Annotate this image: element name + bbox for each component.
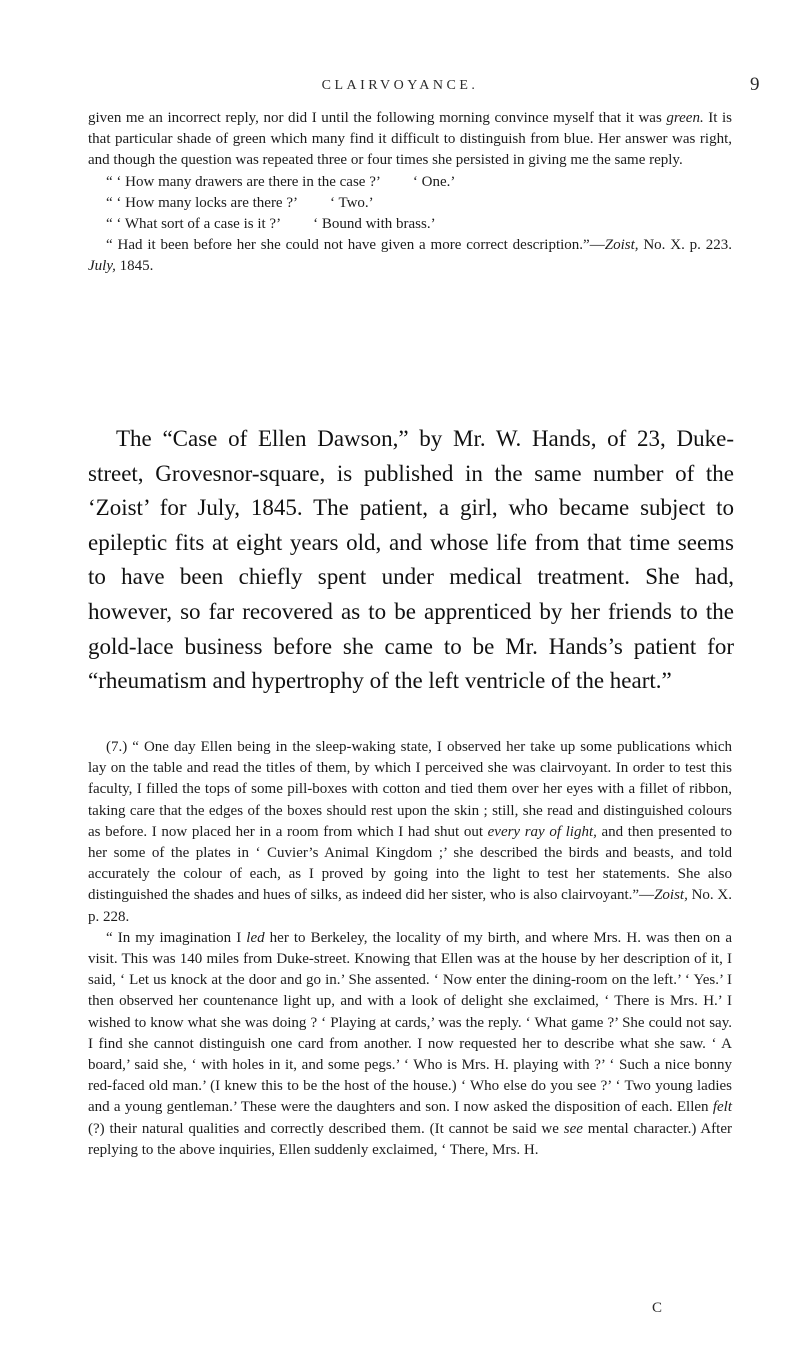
answer: ‘ Two.’ — [330, 194, 374, 211]
text-run: No. X. p. 223. — [638, 237, 732, 254]
text-run: (7.) “ One day Ellen being in the sleep-waking state, I observed her take up some publications which lay on the table and read the titles of them, by which I perceived she was clairvoyant. In order to test this faculty, I filled the tops of some pill-boxes with cotton and tied them over her eyes with a fillet of ribbon, taking care that the edges of the boxes should rest upon the skin ; still, she read and distinguished colours as before. I now placed her in a room from which I had shut out — [88, 739, 732, 840]
text-run: mental character.) After replying to the above inquiries, Ellen suddenly exclaimed, ‘ There, Mrs. H. — [88, 1120, 732, 1158]
case-paragraph: The “Case of Ellen Dawson,” by Mr. W. Hands, of 23, Duke-street, Grovesnor-square, is published in the same number of the ‘Zoist’ for July, 1845. The patient, a girl, who became subject to epileptic fits at eight years old, and whose life from that time seems to have been chiefly spent under medical treatment. She had, however, so far recovered as to be apprenticed by her friends to the gold-lace business before she came to be Mr. Hands’s patient for “rheumatism and hypertrophy of the left ventricle of the heart.” — [88, 426, 734, 694]
top-text-block — [88, 108, 732, 278]
emphasis: felt — [712, 1099, 732, 1116]
paragraph-7 — [88, 737, 732, 928]
text-run: (?) their natural qualities and correctly described them. (It cannot be said we — [88, 1120, 564, 1137]
emphasis: Zoist, — [654, 887, 688, 904]
answer: ‘ One.’ — [412, 173, 456, 190]
emphasis: see — [563, 1120, 583, 1137]
text-run: 1845. — [115, 258, 154, 275]
qa-line — [88, 214, 732, 235]
question: “ ‘ How many locks are there ?’ — [106, 194, 298, 211]
page-number: 9 — [750, 74, 760, 95]
answer: ‘ Bound with brass.’ — [313, 216, 436, 233]
qa-line — [88, 193, 732, 214]
text-run: and then presented to her some of the plates in ‘ Cuvier’s Animal Kingdom ;’ she described the birds and beasts, and told accurately the colour of each, as I proved by going into the light to test her statements. She also distinguished the shades and hues of silks, as indeed did her sister, who is also clairvoyant.”— — [88, 823, 732, 904]
qa-line — [88, 172, 732, 193]
large-type-block — [88, 422, 734, 699]
text-run: No. X. p. 228. — [88, 887, 733, 925]
question: “ ‘ What sort of a case is it ?’ — [106, 216, 282, 233]
paragraph-8 — [88, 928, 732, 1161]
emphasis: July, — [88, 258, 116, 275]
emphasis: led — [246, 929, 265, 946]
text-run: It is that particular shade of green which many find it difficult to distinguish from blue. Her answer was right, and though the question was repeated three or four times she persisted in giving me the same reply. — [88, 110, 732, 169]
running-head: CLAIRVOYANCE. — [321, 78, 479, 93]
text-run: “ Had it been before her she could not have given a more correct description.”— — [106, 237, 605, 254]
text-run: given me an incorrect reply, nor did I until the following morning convince myself that it was — [88, 110, 667, 126]
signature-mark: C — [652, 1300, 663, 1316]
emphasis: Zoist, — [604, 237, 639, 254]
bottom-text-block — [88, 737, 732, 1161]
text-run: “ In my imagination I — [106, 929, 247, 946]
paragraph-continuation — [88, 108, 732, 172]
text-run: her to Berkeley, the locality of my birth, and where Mrs. H. was then on a visit. This was 140 miles from Duke-street. Knowing that Ellen was at the house by her description of it, I said, ‘ Let us knock at the door and go in.’ She assented. ‘ Now enter the dining-room on the left.’ ‘ Yes.’ I then observed her countenance light up, and with a look of delight she exclaimed, ‘ There is Mrs. H.’ I wished to know what she was doing ? ‘ Playing at cards,’ was the reply. ‘ What game ?’ She could not say. I find she cannot distinguish one card from another. I now requested her to describe what she saw. ‘ A board,’ said she, ‘ with holes in it, and some pegs.’ ‘ Who is Mrs. H. playing with ?’ ‘ Such a nice bonny red-faced old man.’ (I knew this to be the host of the house.) ‘ Who else do you see ?’ ‘ Two young ladies and a young gentleman.’ These were the daughters and son. I now asked the disposition of each. Ellen — [88, 929, 733, 1116]
emphasis: green. — [666, 110, 704, 126]
citation-paragraph — [88, 235, 732, 277]
emphasis: every ray of light, — [487, 823, 597, 840]
question: “ ‘ How many drawers are there in the case ?’ — [106, 173, 381, 190]
